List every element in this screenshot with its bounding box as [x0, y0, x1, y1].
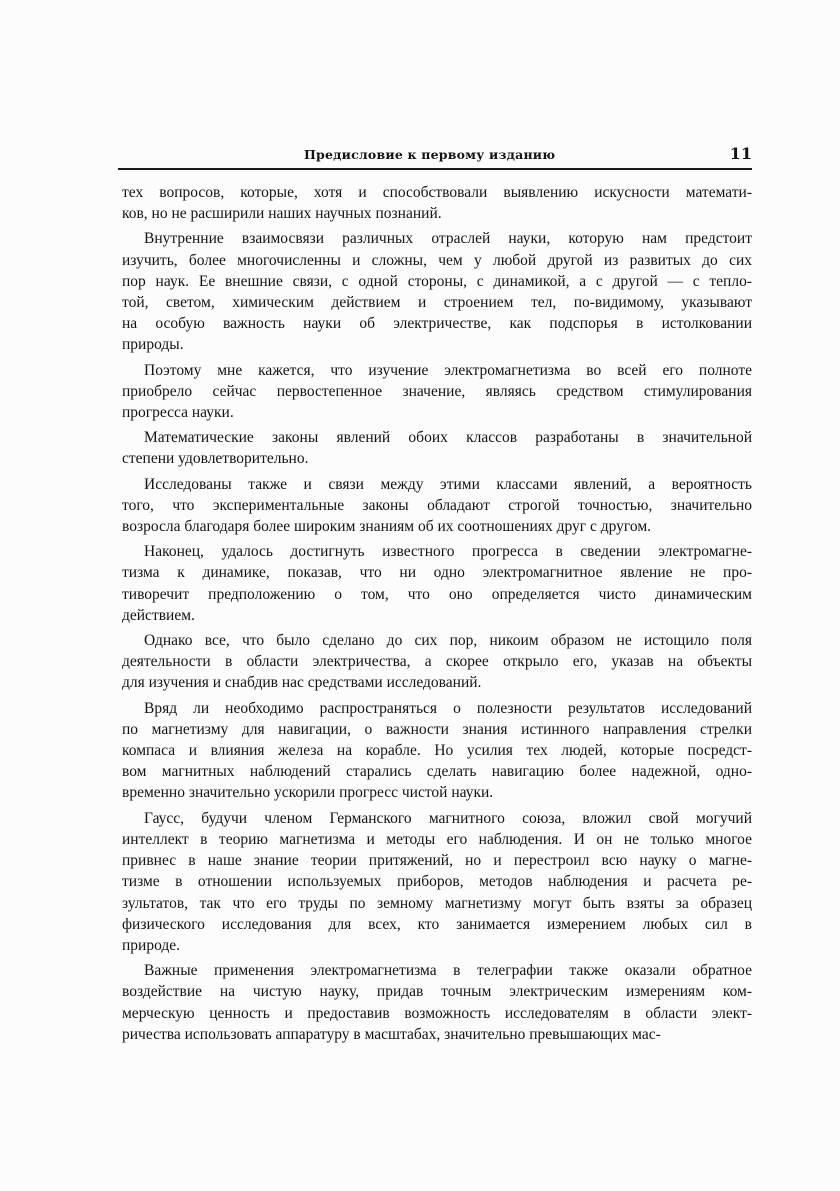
paragraph: [122, 541, 752, 626]
text-line: тизма к динамике, показав, что ни одно электромагнитное явление не про-: [122, 564, 752, 582]
text-line: Поэтому мне кажется, что изучение электромагнетизма во всей его полноте: [144, 361, 752, 379]
text-line: природе.: [122, 936, 181, 954]
paragraph: [122, 698, 752, 804]
text-line: временно значительно ускорили прогресс чистой науки.: [122, 784, 494, 802]
text-line: Однако все, что было сделано до сих пор, никоим образом не истощило поля: [144, 632, 752, 650]
text-line: пор наук. Ее внешние связи, с одной стороны, с динамикой, а с другой — с тепло-: [122, 272, 752, 290]
text-line: для изучения и снабдив нас средствами исследований.: [122, 674, 482, 692]
text-line: тизме в отношении используемых приборов, методов наблюдения и расчета ре-: [122, 873, 752, 891]
text-line: на особую важность науки об электричестве, как подспорья в истолковании: [122, 315, 752, 333]
paragraph: [122, 427, 752, 469]
text-line: Наконец, удалось достигнуть известного прогресса в сведении электромагне-: [144, 543, 752, 561]
text-line: той, светом, химическим действием и строением тел, по-видимому, указывают: [122, 294, 752, 312]
page-number: 11: [729, 144, 752, 163]
text-line: прогресса науки.: [122, 404, 234, 422]
text-line: физического исследования для всех, кто занимается измерением любых сил в: [122, 915, 752, 933]
text-line: возросла благодаря более широким знаниям об их соотношениях друг с другом.: [122, 518, 652, 536]
text-line: ков, но не расширили наших научных познаний.: [122, 205, 442, 223]
text-line: зультатов, так что его труды по земному магнетизму могут быть взяты за образец: [122, 894, 752, 912]
text-line: природы.: [122, 336, 184, 354]
text-line: компаса и влияния железа на корабле. Но усилия тех людей, которые посредст-: [122, 742, 752, 760]
header-rule: [118, 168, 752, 170]
text-line: Гаусс, будучи членом Германского магнитного союза, вложил свой могучий: [144, 809, 752, 827]
text-line: приобрело сейчас первостепенное значение, являясь средством стимулирования: [122, 382, 752, 400]
paragraph: [122, 228, 752, 355]
text-line: Важные применения электромагнетизма в телеграфии также оказали обратное: [144, 962, 752, 980]
text-line: воздействие на чистую науку, придав точным электрическим измерениям ком-: [122, 983, 752, 1001]
paragraph: [122, 474, 752, 538]
text-line: Математические законы явлений обоих классов разработаны в значительной: [144, 429, 752, 447]
text-line: Вряд ли необходимо распространяться о полезности результатов исследований: [144, 699, 752, 717]
text-line: того, что экспериментальные законы обладают строгой точностью, значительно: [122, 496, 752, 514]
body-text: [122, 182, 752, 1049]
paragraph: [122, 182, 752, 224]
paragraph: [122, 360, 752, 424]
text-line: степени удовлетворительно.: [122, 450, 309, 468]
text-line: Внутренние взаимосвязи различных отраслей науки, которую нам предстоит: [144, 230, 752, 248]
text-line: тех вопросов, которые, хотя и способствовали выявлению искусности математи-: [122, 184, 752, 201]
text-line: вом магнитных наблюдений старались сделать навигацию более надежной, одно-: [122, 763, 752, 781]
paragraph: [122, 960, 752, 1045]
text-line: тиворечит предположению о том, что оно определяется чисто динамическим: [122, 585, 752, 603]
text-line: изучить, более многочисленны и сложны, чем у любой другой из развитых до сих: [122, 251, 752, 269]
running-head: [118, 144, 752, 170]
running-head-title: Предисловие к первому изданию: [304, 147, 556, 162]
text-line: ричества использовать аппаратуру в масштабах, значительно превышающих мас-: [122, 1025, 661, 1043]
text-line: Исследованы также и связи между этими классами явлений, а вероятность: [144, 475, 752, 493]
paragraph: [122, 630, 752, 694]
text-line: привнес в наше знание теории притяжений, но и перестроил всю науку о магне-: [122, 852, 752, 870]
text-line: мерческую ценность и предоставив возможность исследователям в области элект-: [122, 1004, 752, 1022]
paragraph: [122, 808, 752, 956]
text-line: деятельности в области электричества, а скорее открыло его, указав на объекты: [122, 653, 752, 671]
text-line: действием.: [122, 606, 195, 624]
text-line: по магнетизму для навигации, о важности знания истинного направления стрелки: [122, 720, 752, 738]
text-line: интеллект в теорию магнетизма и методы его наблюдения. И он не только многое: [122, 830, 752, 848]
